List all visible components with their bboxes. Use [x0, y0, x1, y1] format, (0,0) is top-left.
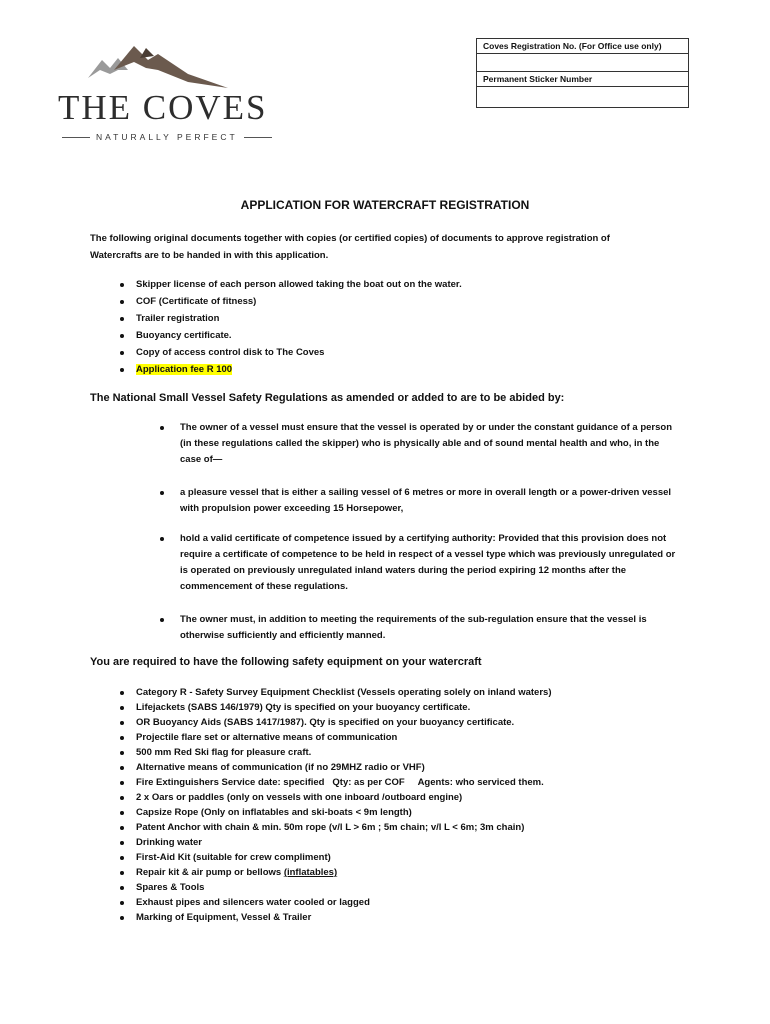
safety-equipment-list — [120, 685, 551, 925]
office-use-box — [476, 38, 689, 108]
sticker-number-field[interactable] — [477, 87, 688, 107]
list-item: 500 mm Red Ski flag for pleasure craft. — [120, 745, 551, 760]
brand-tagline: NATURALLY PERFECT — [96, 132, 238, 142]
list-item: COF (Certificate of fitness) — [120, 293, 462, 310]
application-fee-text: Application fee R 100 — [136, 364, 233, 375]
tagline-row — [62, 132, 272, 142]
equipment-heading: You are required to have the following safety equipment on your watercraft — [90, 656, 482, 668]
list-item — [120, 865, 551, 880]
regulations-list — [160, 420, 680, 644]
registration-number-label: Coves Registration No. (For Office use only) — [477, 39, 688, 54]
list-item: Lifejackets (SABS 146/1979) Qty is specified on your buoyancy certificate. — [120, 700, 551, 715]
tagline-rule-left — [62, 137, 90, 138]
list-item: Fire Extinguishers Service date: specified Qty: as per COF Agents: who serviced them. — [120, 775, 551, 790]
list-item: Projectile flare set or alternative means of communication — [120, 730, 551, 745]
list-item: The owner must, in addition to meeting the requirements of the sub-regulation ensure that the vessel is otherwise sufficiently and efficiently manned. — [160, 612, 680, 644]
repair-kit-text: Repair kit & air pump or bellows — [136, 867, 284, 878]
list-item: First-Aid Kit (suitable for crew compliment) — [120, 850, 551, 865]
list-item: hold a valid certificate of competence issued by a certifying authority: Provided that this provision does not require a certificate of competence to be held in respect of a vessel type which was previously unregulated or is operated on previously unregulated inland waters during the period expiring 12 months after the commencement of these regulations. — [160, 531, 680, 595]
form-title: APPLICATION FOR WATERCRAFT REGISTRATION — [240, 198, 530, 212]
list-item-highlighted — [120, 361, 462, 378]
list-item: Trailer registration — [120, 310, 462, 327]
list-item: Capsize Rope (Only on inflatables and ski-boats < 9m length) — [120, 805, 551, 820]
the-coves-logo — [58, 40, 268, 150]
list-item: Spares & Tools — [120, 880, 551, 895]
regulations-heading: The National Small Vessel Safety Regulations as amended or added to are to be abided by: — [90, 392, 565, 404]
list-item: a pleasure vessel that is either a sailing vessel of 6 metres or more in overall length or a power-driven vessel with propulsion power exceeding 15 Horsepower, — [160, 485, 680, 517]
list-item: Patent Anchor with chain & min. 50m rope (v/l L > 6m ; 5m chain; v/l L < 6m; 3m chain) — [120, 820, 551, 835]
list-item: Drinking water — [120, 835, 551, 850]
list-item: Copy of access control disk to The Coves — [120, 344, 462, 361]
list-item: The owner of a vessel must ensure that the vessel is operated by or under the constant guidance of a person (in these regulations called the skipper) who is physically able and of sound mental health and who, in the case of— — [160, 420, 680, 468]
list-item: Marking of Equipment, Vessel & Trailer — [120, 910, 551, 925]
list-item: Alternative means of communication (if no 29MHZ radio or VHF) — [120, 760, 551, 775]
inflatables-underlined: (inflatables) — [283, 867, 338, 878]
list-item: 2 x Oars or paddles (only on vessels with one inboard /outboard engine) — [120, 790, 551, 805]
required-documents-list — [120, 276, 462, 378]
mountain-logo-icon — [88, 40, 238, 90]
list-item: Exhaust pipes and silencers water cooled or lagged — [120, 895, 551, 910]
list-item: Skipper license of each person allowed taking the boat out on the water. — [120, 276, 462, 293]
sticker-number-label: Permanent Sticker Number — [477, 72, 688, 87]
list-item: Buoyancy certificate. — [120, 327, 462, 344]
intro-paragraph: The following original documents together with copies (or certified copies) of documents to approve registration of Watercrafts are to be handed in with this application. — [90, 233, 610, 261]
brand-name: THE COVES — [58, 88, 268, 127]
registration-number-field[interactable] — [477, 54, 688, 72]
tagline-rule-right — [244, 137, 272, 138]
list-item: OR Buoyancy Aids (SABS 1417/1987). Qty is specified on your buoyancy certificate. — [120, 715, 551, 730]
list-item: Category R - Safety Survey Equipment Checklist (Vessels operating solely on inland waters) — [120, 685, 551, 700]
